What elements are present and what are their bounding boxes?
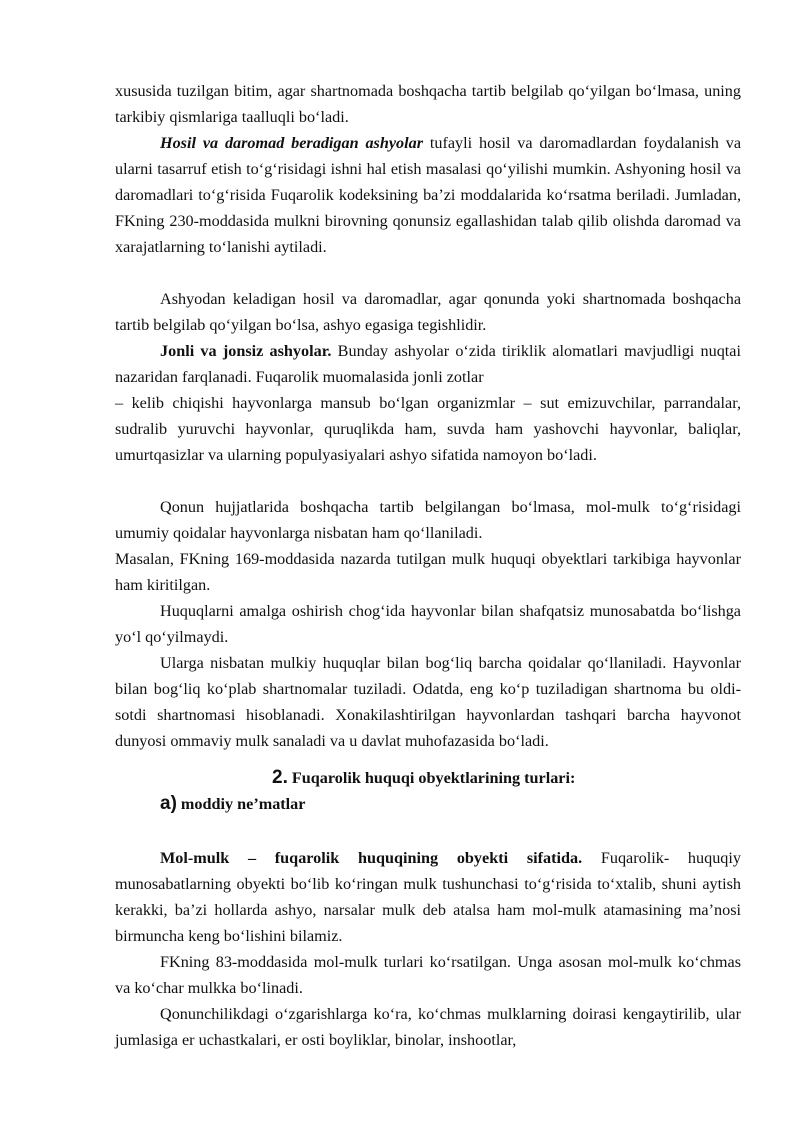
paragraph-9 xyxy=(115,650,741,754)
paragraph-text: Qonun hujjatlarida boshqacha tartib belgilangan bo‘lmasa, mol-mulk to‘g‘risidagi umumiy qoidalar hayvonlarga nisbatan ham qo‘llaniladi. xyxy=(115,498,741,542)
paragraph-7 xyxy=(115,546,741,598)
subsection-heading-text: moddiy ne’matlar xyxy=(180,795,306,813)
paragraph-10 xyxy=(115,845,741,949)
paragraph-text: Bunday ashyolar o‘zida tiriklik alomatlari mavjudligi nuqtai nazaridan farqlanadi. Fuqarolik muomalasida jonli zotlar xyxy=(115,342,741,386)
paragraph-lead-bold: Mol-mulk – fuqarolik huquqining obyekti sifatida. xyxy=(160,849,583,867)
subsection-marker: a) xyxy=(160,793,177,814)
paragraph-12 xyxy=(115,1001,741,1053)
paragraph-text: Fuqarolik- huquqiy munosabatlarning obyekti bo‘lib ko‘ringan mulk tushunchasi to‘g‘risida to‘xtalib, shuni aytish kerakki, ba’zi hollarda ashyo, narsalar mulk deb atalsa ham mol-mulk atamasining ma’nosi birmuncha keng bo‘lishini bilamiz. xyxy=(115,849,741,945)
paragraph-5 xyxy=(115,390,741,468)
paragraph-lead-bold-italic: Hosil va daromad beradigan ashyolar xyxy=(160,134,424,152)
paragraph-2 xyxy=(115,130,741,260)
paragraph-11 xyxy=(115,949,741,1001)
paragraph-text: – kelib chiqishi hayvonlarga mansub bo‘lgan organizmlar – sut emizuvchilar, parrandalar, sudralib yuruvchi hayvonlar, quruqlikda ham, suvda ham yashovchi hayvonlar, baliqlar, umurtqasizlar va ularning populyasiyalari ashyo sifatida namoyon bo‘ladi. xyxy=(115,394,741,464)
paragraph-8 xyxy=(115,598,741,650)
paragraph-text: FKning 83-moddasida mol-mulk turlari ko‘rsatilgan. Unga asosan mol-mulk ko‘chmas va ko‘char mulkka bo‘linadi. xyxy=(115,953,741,997)
paragraph-text: xususida tuzilgan bitim, agar shartnomada boshqacha tartib belgilab qo‘yilgan bo‘lmasa, uning tarkibiy qismlariga taalluqli bo‘ladi. xyxy=(115,82,741,126)
paragraph-text: Ashyodan keladigan hosil va daromadlar, agar qonunda yoki shartnomada boshqacha tartib belgilab qo‘yilgan bo‘lsa, ashyo egasiga tegishlidir. xyxy=(115,290,741,334)
section-heading-text: Fuqarolik huquqi obyektlarining turlari: xyxy=(291,769,576,787)
section-heading xyxy=(272,765,575,791)
paragraph-text: Huquqlarni amalga oshirish chog‘ida hayvonlar bilan shafqatsiz munosabatda bo‘lishga yo‘l qo‘yilmaydi. xyxy=(115,602,741,646)
paragraph-text: Qonunchilikdagi o‘zgarishlarga ko‘ra, ko‘chmas mulklarning doirasi kengaytirilib, ular jumlasiga er uchastkalari, er osti boyliklar, binolar, inshootlar, xyxy=(115,1005,741,1049)
paragraph-1 xyxy=(115,78,741,130)
subsection-heading xyxy=(160,791,305,817)
paragraph-lead-bold: Jonli va jonsiz ashyolar. xyxy=(160,342,332,360)
section-number: 2. xyxy=(272,767,288,788)
paragraph-6 xyxy=(115,494,741,546)
paragraph-4 xyxy=(115,338,741,390)
paragraph-text: Ularga nisbatan mulkiy huquqlar bilan bog‘liq barcha qoidalar qo‘llaniladi. Hayvonlar bilan bog‘liq ko‘plab shartnomalar tuziladi. Odatda, eng ko‘p tuziladigan shartnoma bu oldi-sotdi shartnomasi hisoblanadi. Xonakilashtirilgan hayvonlardan tashqari barcha hayvonot dunyosi ommaviy mulk sanaladi va u davlat muhofazasida bo‘ladi. xyxy=(115,654,741,750)
paragraph-3 xyxy=(115,286,741,338)
paragraph-text: Masalan, FKning 169-moddasida nazarda tutilgan mulk huquqi obyektlari tarkibiga hayvonlar ham kiritilgan. xyxy=(115,550,741,594)
paragraph-text: tufayli hosil va daromadlardan foydalanish va ularni tasarruf etish to‘g‘risidagi ishni hal etish masalasi qo‘yilishi mumkin. Ashyoning hosil va daromadlari to‘g‘risida Fuqarolik kodeksining ba’zi moddalarida ko‘rsatma beriladi. Jumladan, FKning 230-moddasida mulkni birovning qonunsiz egallashidan talab qilib olishda daromad va xarajatlarning to‘lanishi aytiladi. xyxy=(115,134,741,256)
